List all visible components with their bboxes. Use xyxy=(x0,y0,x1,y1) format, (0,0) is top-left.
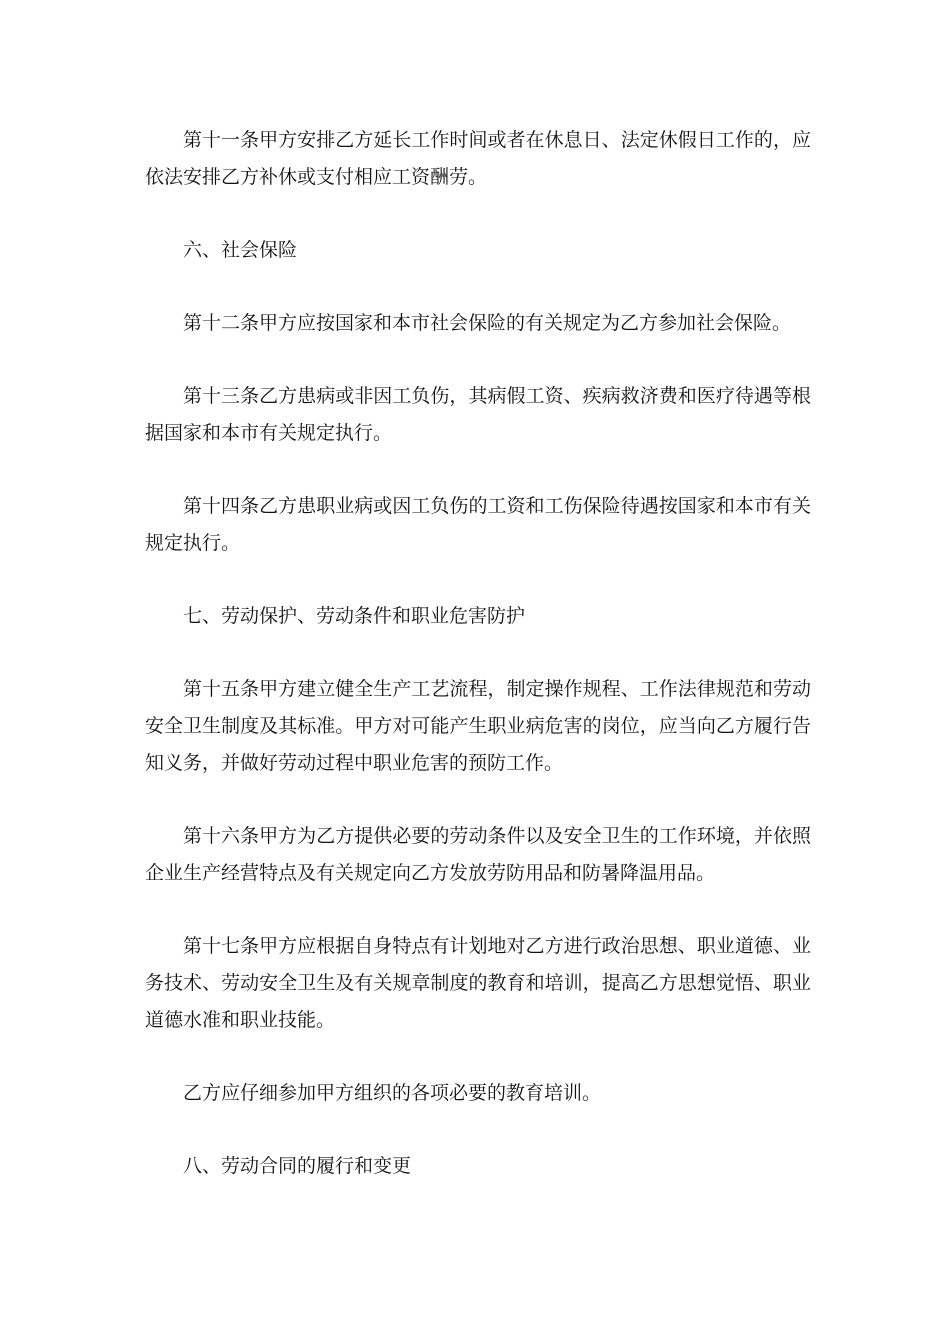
article-17-paragraph: 第十七条甲方应根据自身特点有计划地对乙方进行政治思想、职业道德、业务技术、劳动安全卫生及有关规章制度的教育和培训，提高乙方思想觉悟、职业道德水准和职业技能。 xyxy=(145,935,811,1031)
article-16-paragraph: 第十六条甲方为乙方提供必要的劳动条件以及安全卫生的工作环境，并依照企业生产经营特点及有关规定向乙方发放劳防用品和防暑降温用品。 xyxy=(145,825,811,884)
section-heading-social-insurance: 六、社会保险 xyxy=(183,239,298,261)
article-15-paragraph: 第十五条甲方建立健全生产工艺流程，制定操作规程、工作法律规范和劳动安全卫生制度及其标准。甲方对可能产生职业病危害的岗位，应当向乙方履行告知义务，并做好劳动过程中职业危害的预防工作。 xyxy=(145,678,811,774)
article-11-paragraph: 第十一条甲方安排乙方延长工作时间或者在休息日、法定休假日工作的，应依法安排乙方补休或支付相应工资酬劳。 xyxy=(145,129,811,188)
document-body xyxy=(145,122,811,1221)
section-heading-contract-performance: 八、劳动合同的履行和变更 xyxy=(183,1155,412,1177)
article-12-paragraph: 第十二条甲方应按国家和本市社会保险的有关规定为乙方参加社会保险。 xyxy=(183,312,792,334)
article-14-paragraph: 第十四条乙方患职业病或因工负伤的工资和工伤保险待遇按国家和本市有关规定执行。 xyxy=(145,495,811,554)
article-13-paragraph: 第十三条乙方患病或非因工负伤，其病假工资、疾病救济费和医疗待遇等根据国家和本市有关规定执行。 xyxy=(145,385,811,444)
training-paragraph: 乙方应仔细参加甲方组织的各项必要的教育培训。 xyxy=(183,1082,602,1104)
section-heading-labor-protection: 七、劳动保护、劳动条件和职业危害防护 xyxy=(183,605,526,627)
